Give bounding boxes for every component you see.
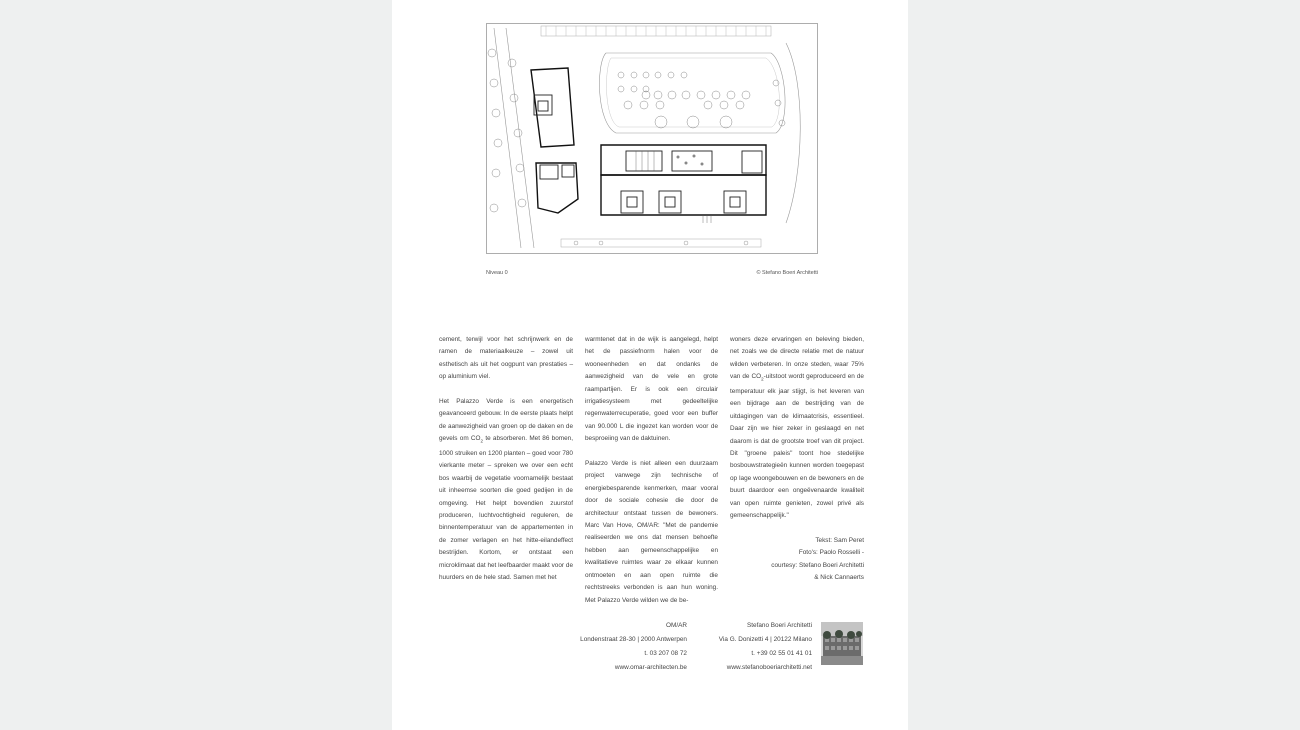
credit-line: Foto's: Paolo Rosselli - (798, 549, 864, 557)
paragraph: warmtenet dat in de wijk is aangelegd, helpt het de passiefnorm halen voor de wooneenheden en dat ondanks de aanwezigheid van de vele en grote raampartijen. Er is ook een circulair irrigatiesysteem met gedeeltelijke regenwaterrecuperatie, goed voor een buffer van 90.000 L die ingezet kan worden voor de besproeiing van de daktuinen. (585, 336, 718, 443)
address-block-omar (580, 619, 687, 675)
text-column-3 (730, 334, 864, 584)
firm-address: Londenstraat 28-30 | 2000 Antwerpen (580, 636, 687, 643)
text-column-2 (585, 334, 718, 619)
credit-line: courtesy: Stefano Boeri Architetti (771, 561, 864, 569)
text-column-1 (439, 334, 573, 597)
firm-phone: t. +39 02 55 01 41 01 (751, 650, 812, 657)
firm-address: Via G. Donizetti 4 | 20122 Milano (718, 636, 812, 643)
paragraph: Het Palazzo Verde is een energetisch geavanceerd gebouw. In de eerste plaats helpt de aanwezigheid van groen op de daken en de gevels om $CO_2$ te absorberen. Met 86 bomen, 1000 struiken en 1200 planten – goed voor 780 vierkante meter – spreken we over een echt bos waarbij de vegetatie voornamelijk bestaat uit inheemse soorten die goed gedijen in de omgeving. Het helpt bovendien zuurstof produceren, luchtvochtigheid reguleren, de binnentemperatuur van de appartementen in de zomer verlagen en het hitte-eilandeffect bestrijden. Kortom, er ontstaat een microklimaat dat het leefbaarder maakt voor de huurders en de hele stad. Samen met het (439, 398, 573, 581)
paragraph: cement, terwijl voor het schrijnwerk en de ramen de materiaalkeuze – zowel uit esthetisch als uit het oogpunt van prestaties – op aluminium viel. (439, 336, 573, 381)
firm-phone: t. 03 207 08 72 (644, 650, 687, 657)
firm-name: OM/AR (666, 622, 687, 629)
building-photo-thumbnail (821, 622, 863, 665)
address-block-boeri (719, 619, 812, 675)
figure-caption: Niveau 0 (486, 270, 508, 276)
credit-line: & Nick Cannaerts (814, 573, 864, 581)
paragraph: woners deze ervaringen en beleving bieden, net zoals we de directe relatie met de natuur wilden verbeteren. In onze steden, waar 75% van de $CO_2$-uitstoot wordt geproduceerd en de temperatuur elk jaar stijgt, is het leveren van een bijdrage aan de bestrijding van de uitdagingen van de klimaatcrisis, essentieel. Daar zijn we hier zeker in geslaagd en net daarom is dat de grootste troef van dit project. Dit "groene paleis" toont hoe stedelijke bosbouwstrategieën kunnen worden toegepast op lage woongebouwen en de bewoners en de buurt daardoor een ongeëvenaarde kwaliteit van open ruimte genieten, zowel privé als gemeenschappelijk." (730, 336, 864, 519)
firm-website: www.omar-architecten.be (614, 664, 687, 671)
article-credits (730, 535, 864, 585)
paragraph: Palazzo Verde is niet alleen een duurzaam project vanwege zijn technische of energiebesparende kenmerken, maar vooral door de sociale cohesie die door de architectuur ontstaat tussen de bewoners. Marc Van Hove, OM/AR: "Met de pandemie realiseerden we ons dat mensen behoefte hebben aan gemeenschappelijke en kwalitatieve ruimtes waar ze elkaar kunnen ontmoeten en aan open ruimte die rechtstreeks verbonden is aan hun woning. Met Palazzo Verde wilden we de be- (585, 460, 718, 604)
firm-website: www.stefanoboeriarchitetti.net (726, 664, 812, 671)
floor-plan-drawing (486, 23, 818, 254)
credit-line: Tekst: Sam Peret (815, 536, 864, 544)
figure-credit: © Stefano Boeri Architetti (756, 270, 818, 276)
firm-name: Stefano Boeri Architetti (746, 622, 812, 629)
